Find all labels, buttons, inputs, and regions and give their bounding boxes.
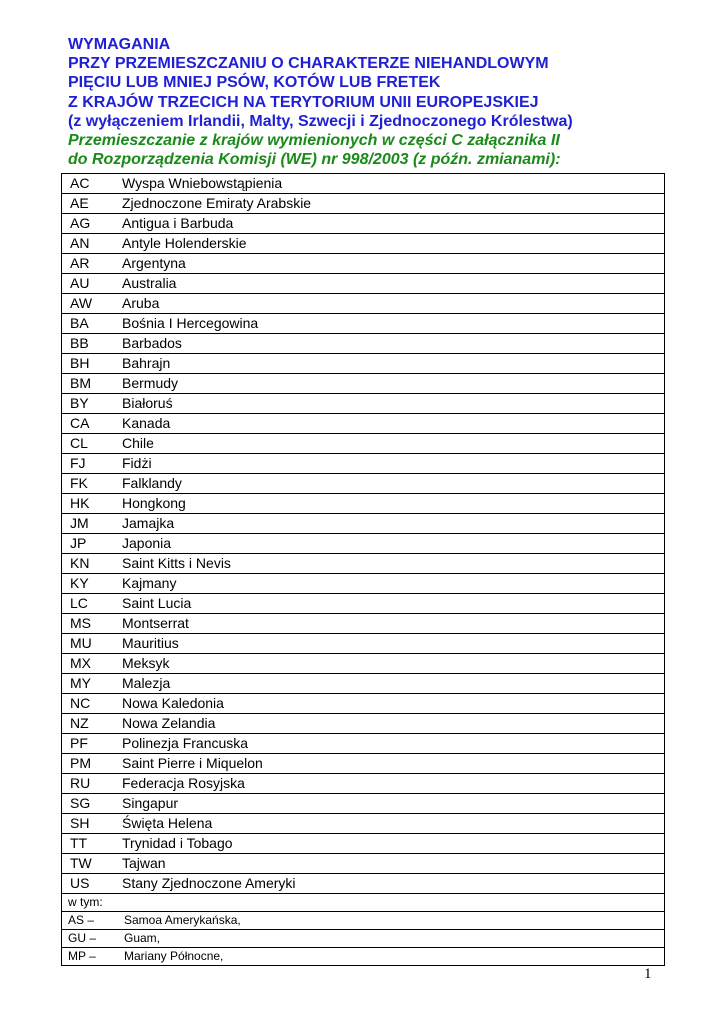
country-code: NZ — [70, 715, 89, 731]
table-row — [62, 454, 665, 474]
country-name: Zjednoczone Emiraty Arabskie — [122, 195, 312, 211]
heading-line-4: Z KRAJÓW TRZECICH NA TERYTORIUM UNII EUROPEJSKIEJ — [68, 93, 539, 111]
country-code: BA — [70, 315, 89, 331]
table-row — [62, 554, 665, 574]
heading-line-3: PIĘCIU LUB MNIEJ PSÓW, KOTÓW LUB FRETEK — [68, 74, 441, 92]
country-name: Antyle Holenderskie — [122, 235, 247, 251]
country-code: RU — [70, 775, 91, 791]
country-name: Malezja — [122, 675, 171, 691]
country-name: Guam, — [124, 931, 161, 945]
table-row — [62, 254, 665, 274]
country-code: LC — [70, 595, 88, 611]
country-name: Hongkong — [122, 495, 186, 511]
including-label: w tym: — [68, 895, 103, 909]
country-code: AS – — [68, 913, 95, 927]
country-name: Argentyna — [122, 255, 186, 271]
table-row — [62, 854, 665, 874]
country-name: Australia — [122, 275, 177, 291]
heading-subtitle-2: do Rozporządzenia Komisji (WE) nr 998/2003 (z późn. zmianami): — [68, 151, 561, 169]
country-name: Stany Zjednoczone Ameryki — [122, 875, 296, 891]
country-name: Kanada — [122, 415, 171, 431]
territory-row — [62, 912, 665, 930]
table-row — [62, 214, 665, 234]
country-name: Polinezja Francuska — [122, 735, 249, 751]
country-name: Chile — [122, 435, 154, 451]
country-code: MP – — [68, 949, 96, 963]
table-row — [62, 374, 665, 394]
country-name: Montserrat — [122, 615, 189, 631]
table-row — [62, 434, 665, 454]
country-name: Fidżi — [122, 455, 152, 471]
country-name: Nowa Kaledonia — [122, 695, 224, 711]
table-row — [62, 754, 665, 774]
table-row — [62, 474, 665, 494]
table-row — [62, 874, 665, 894]
country-code: AC — [70, 175, 90, 191]
country-table — [61, 173, 665, 966]
country-name: Jamajka — [122, 515, 175, 531]
country-name: Federacja Rosyjska — [122, 775, 245, 791]
country-name: Mauritius — [122, 635, 179, 651]
country-code: AE — [70, 195, 89, 211]
including-row — [62, 894, 665, 912]
country-code: AU — [70, 275, 90, 291]
table-row — [62, 534, 665, 554]
country-name: Nowa Zelandia — [122, 715, 216, 731]
country-name: Singapur — [122, 795, 179, 811]
country-name: Białoruś — [122, 395, 173, 411]
country-name: Bośnia I Hercegowina — [122, 315, 259, 331]
country-name: Święta Helena — [122, 815, 213, 831]
country-code: MU — [70, 635, 92, 651]
table-row — [62, 814, 665, 834]
country-code: TT — [70, 835, 88, 851]
country-code: JM — [70, 515, 89, 531]
country-name: Bermudy — [122, 375, 179, 391]
table-row — [62, 354, 665, 374]
heading-title: WYMAGANIA — [68, 36, 171, 53]
page-number: 1 — [644, 966, 652, 982]
country-name: Bahrajn — [122, 355, 171, 371]
country-code: SG — [70, 795, 91, 811]
country-code: AG — [70, 215, 91, 231]
heading-subtitle-1: Przemieszczanie z krajów wymienionych w części C załącznika II — [68, 132, 560, 150]
country-code: CL — [70, 435, 88, 451]
table-row — [62, 654, 665, 674]
table-row — [62, 614, 665, 634]
heading-line-5: (z wyłączeniem Irlandii, Malty, Szwecji i Zjednoczonego Królestwa) — [68, 112, 573, 130]
country-code: AW — [70, 295, 93, 311]
country-name: Samoa Amerykańska, — [124, 913, 241, 927]
country-name: Kajmany — [122, 575, 177, 591]
country-code: AN — [70, 235, 90, 251]
country-code: MY — [70, 675, 91, 691]
table-row — [62, 774, 665, 794]
table-row — [62, 594, 665, 614]
country-name: Mariany Północne, — [124, 949, 224, 963]
document-heading — [68, 35, 668, 169]
table-row — [62, 674, 665, 694]
table-row — [62, 234, 665, 254]
country-name: Tajwan — [122, 855, 166, 871]
country-name: Trynidad i Tobago — [122, 835, 233, 851]
country-code: AR — [70, 255, 90, 271]
country-code: BB — [70, 335, 89, 351]
country-code: FJ — [70, 455, 86, 471]
country-code: BH — [70, 355, 90, 371]
table-row — [62, 274, 665, 294]
table-row — [62, 174, 665, 194]
table-row — [62, 734, 665, 754]
country-name: Wyspa Wniebowstąpienia — [122, 175, 283, 191]
country-code: HK — [70, 495, 90, 511]
country-name: Aruba — [122, 295, 160, 311]
country-code: CA — [70, 415, 90, 431]
country-name: Japonia — [122, 535, 172, 551]
country-code: SH — [70, 815, 90, 831]
country-code: BM — [70, 375, 91, 391]
country-name: Saint Pierre i Miquelon — [122, 755, 263, 771]
territory-row — [62, 948, 665, 966]
table-row — [62, 574, 665, 594]
country-code: FK — [70, 475, 88, 491]
country-code: PM — [70, 755, 91, 771]
country-code: KN — [70, 555, 90, 571]
country-code: JP — [70, 535, 87, 551]
table-row — [62, 714, 665, 734]
table-row — [62, 694, 665, 714]
table-row — [62, 414, 665, 434]
country-code: BY — [70, 395, 89, 411]
territory-row — [62, 930, 665, 948]
country-name: Barbados — [122, 335, 182, 351]
country-name: Saint Kitts i Nevis — [122, 555, 231, 571]
country-name: Saint Lucia — [122, 595, 192, 611]
country-code: NC — [70, 695, 91, 711]
table-row — [62, 634, 665, 654]
table-row — [62, 794, 665, 814]
table-row — [62, 194, 665, 214]
country-code: MX — [70, 655, 91, 671]
country-code: US — [70, 875, 90, 891]
table-row — [62, 314, 665, 334]
table-row — [62, 294, 665, 314]
heading-line-2: PRZY PRZEMIESZCZANIU O CHARAKTERZE NIEHANDLOWYM — [68, 55, 549, 73]
country-name: Falklandy — [122, 475, 182, 491]
country-name: Meksyk — [122, 655, 170, 671]
country-code: PF — [70, 735, 88, 751]
country-code: GU – — [68, 931, 97, 945]
table-row — [62, 514, 665, 534]
country-code: MS — [70, 615, 91, 631]
table-row — [62, 834, 665, 854]
country-name: Antigua i Barbuda — [122, 215, 234, 231]
table-row — [62, 394, 665, 414]
country-code: KY — [70, 575, 89, 591]
table-row — [62, 334, 665, 354]
country-code: TW — [70, 855, 92, 871]
table-row — [62, 494, 665, 514]
